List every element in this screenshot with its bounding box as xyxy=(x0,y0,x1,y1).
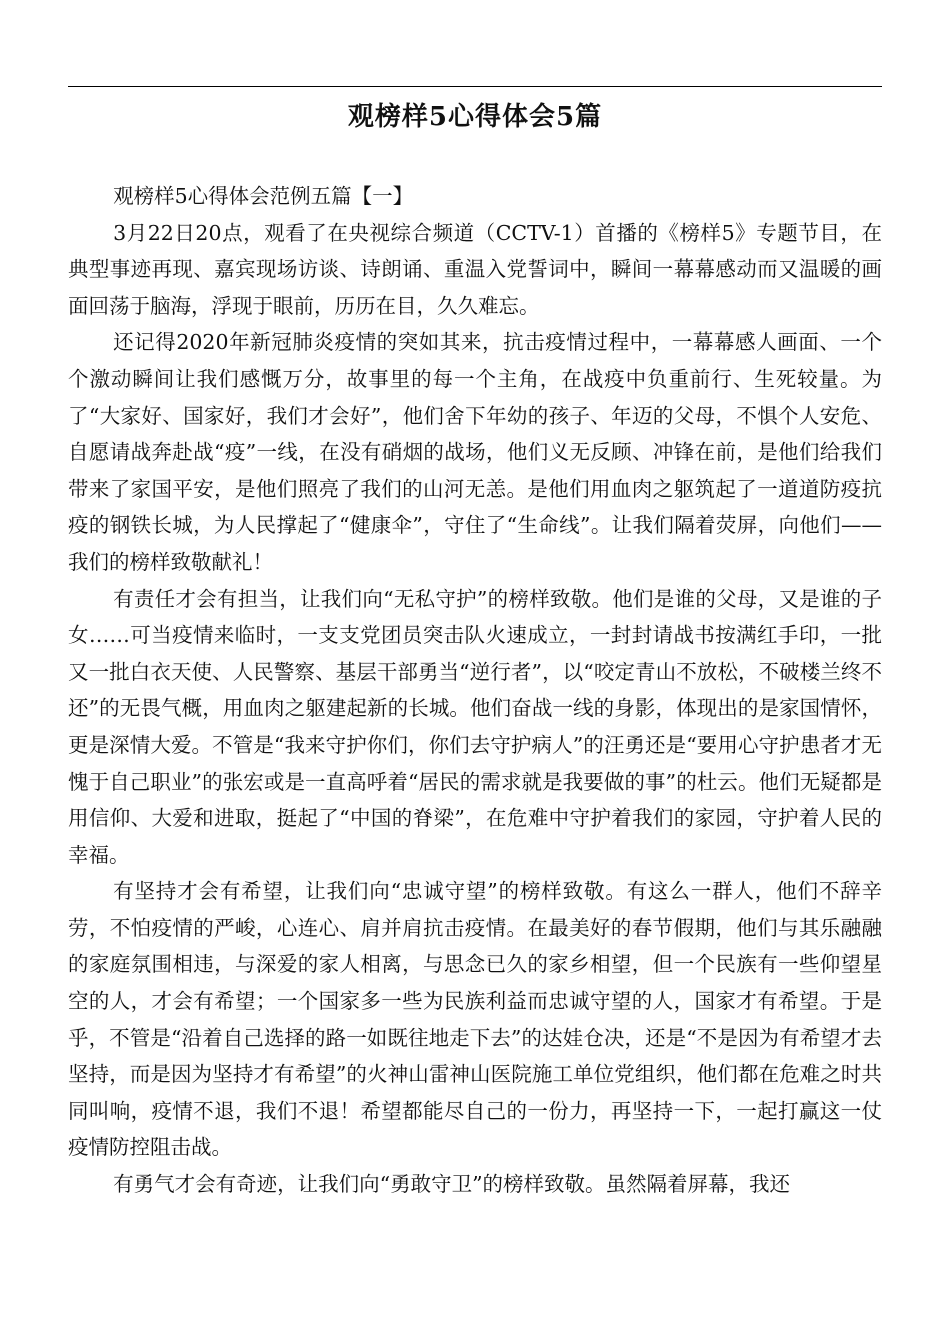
document-body xyxy=(68,178,882,1203)
document-title: 观榜样5心得体会5篇 xyxy=(347,102,603,132)
paragraph-5: 有勇气才会有奇迹，让我们向“勇敢守卫”的榜样致敬。虽然隔着屏幕，我还 xyxy=(113,1172,791,1197)
paragraph-3: 有责任才会有担当，让我们向“无私守护”的榜样致敬。他们是谁的父母，又是谁的子女……可当疫情来临时，一支支党团员突击队火速成立，一封封请战书按满红手印，一批又一批白衣天使、人民警察、基层干部勇当“逆行者”，以“咬定青山不放松，不破楼兰终不还”的无畏气概，用血肉之躯建起新的长城。他们奋战一线的身影，体现出的是家国情怀，更是深情大爱。不管是“我来守护你们，你们去守护病人”的汪勇还是“要用心守护患者才无愧于自己职业”的张宏或是一直高呼着“居民的需求就是我要做的事”的杜云。他们无疑都是用信仰、大爱和进取，挺起了“中国的脊梁”，在危难中守护着我们的家园，守护着人民的幸福。 xyxy=(68,586,882,867)
section-subheading: 观榜样5心得体会范例五篇【一】 xyxy=(113,184,414,208)
paragraph-4: 有坚持才会有希望，让我们向“忠诚守望”的榜样致敬。有这么一群人，他们不辞辛劳，不怕疫情的严峻，心连心、肩并肩抗击疫情。在最美好的春节假期，他们与其乐融融的家庭氛围相违，与深爱的家人相离，与思念已久的家乡相望，但一个民族有一些仰望星空的人，才会有希望；一个国家多一些为民族利益而忠诚守望的人，国家才有希望。于是乎，不管是“沿着自己选择的路一如既往地走下去”的达娃仓决，还是“不是因为有希望才去坚持，而是因为坚持才有希望”的火神山雷神山医院施工单位党组织，他们都在危难之时共同叫响，疫情不退，我们不退！希望都能尽自己的一份力，再坚持一下，一起打赢这一仗疫情防控阻击战。 xyxy=(68,879,882,1160)
paragraph-1: 3月22日20点，观看了在央视综合频道（CCTV-1）首播的《榜样5》专题节目，在典型事迹再现、嘉宾现场访谈、诗朗诵、重温入党誓词中，瞬间一幕幕感动而又温暖的画面回荡于脑海，浮现于眼前，历历在目，久久难忘。 xyxy=(68,220,882,318)
paragraph-2: 还记得2020年新冠肺炎疫情的突如其来，抗击疫情过程中，一幕幕感人画面、一个个激动瞬间让我们感慨万分，故事里的每一个主角，在战疫中负重前行、生死较量。为了“大家好、国家好，我们才会好”，他们舍下年幼的孩子、年迈的父母，不惧个人安危、自愿请战奔赴战“疫”一线，在没有硝烟的战场，他们义无反顾、冲锋在前，是他们给我们带来了家国平安，是他们照亮了我们的山河无恙。是他们用血肉之躯筑起了一道道防疫抗疫的钢铁长城，为人民撑起了“健康伞”，守住了“生命线”。让我们隔着荧屏，向他们——我们的榜样致敬献礼！ xyxy=(68,330,882,574)
header-rule xyxy=(68,86,882,87)
